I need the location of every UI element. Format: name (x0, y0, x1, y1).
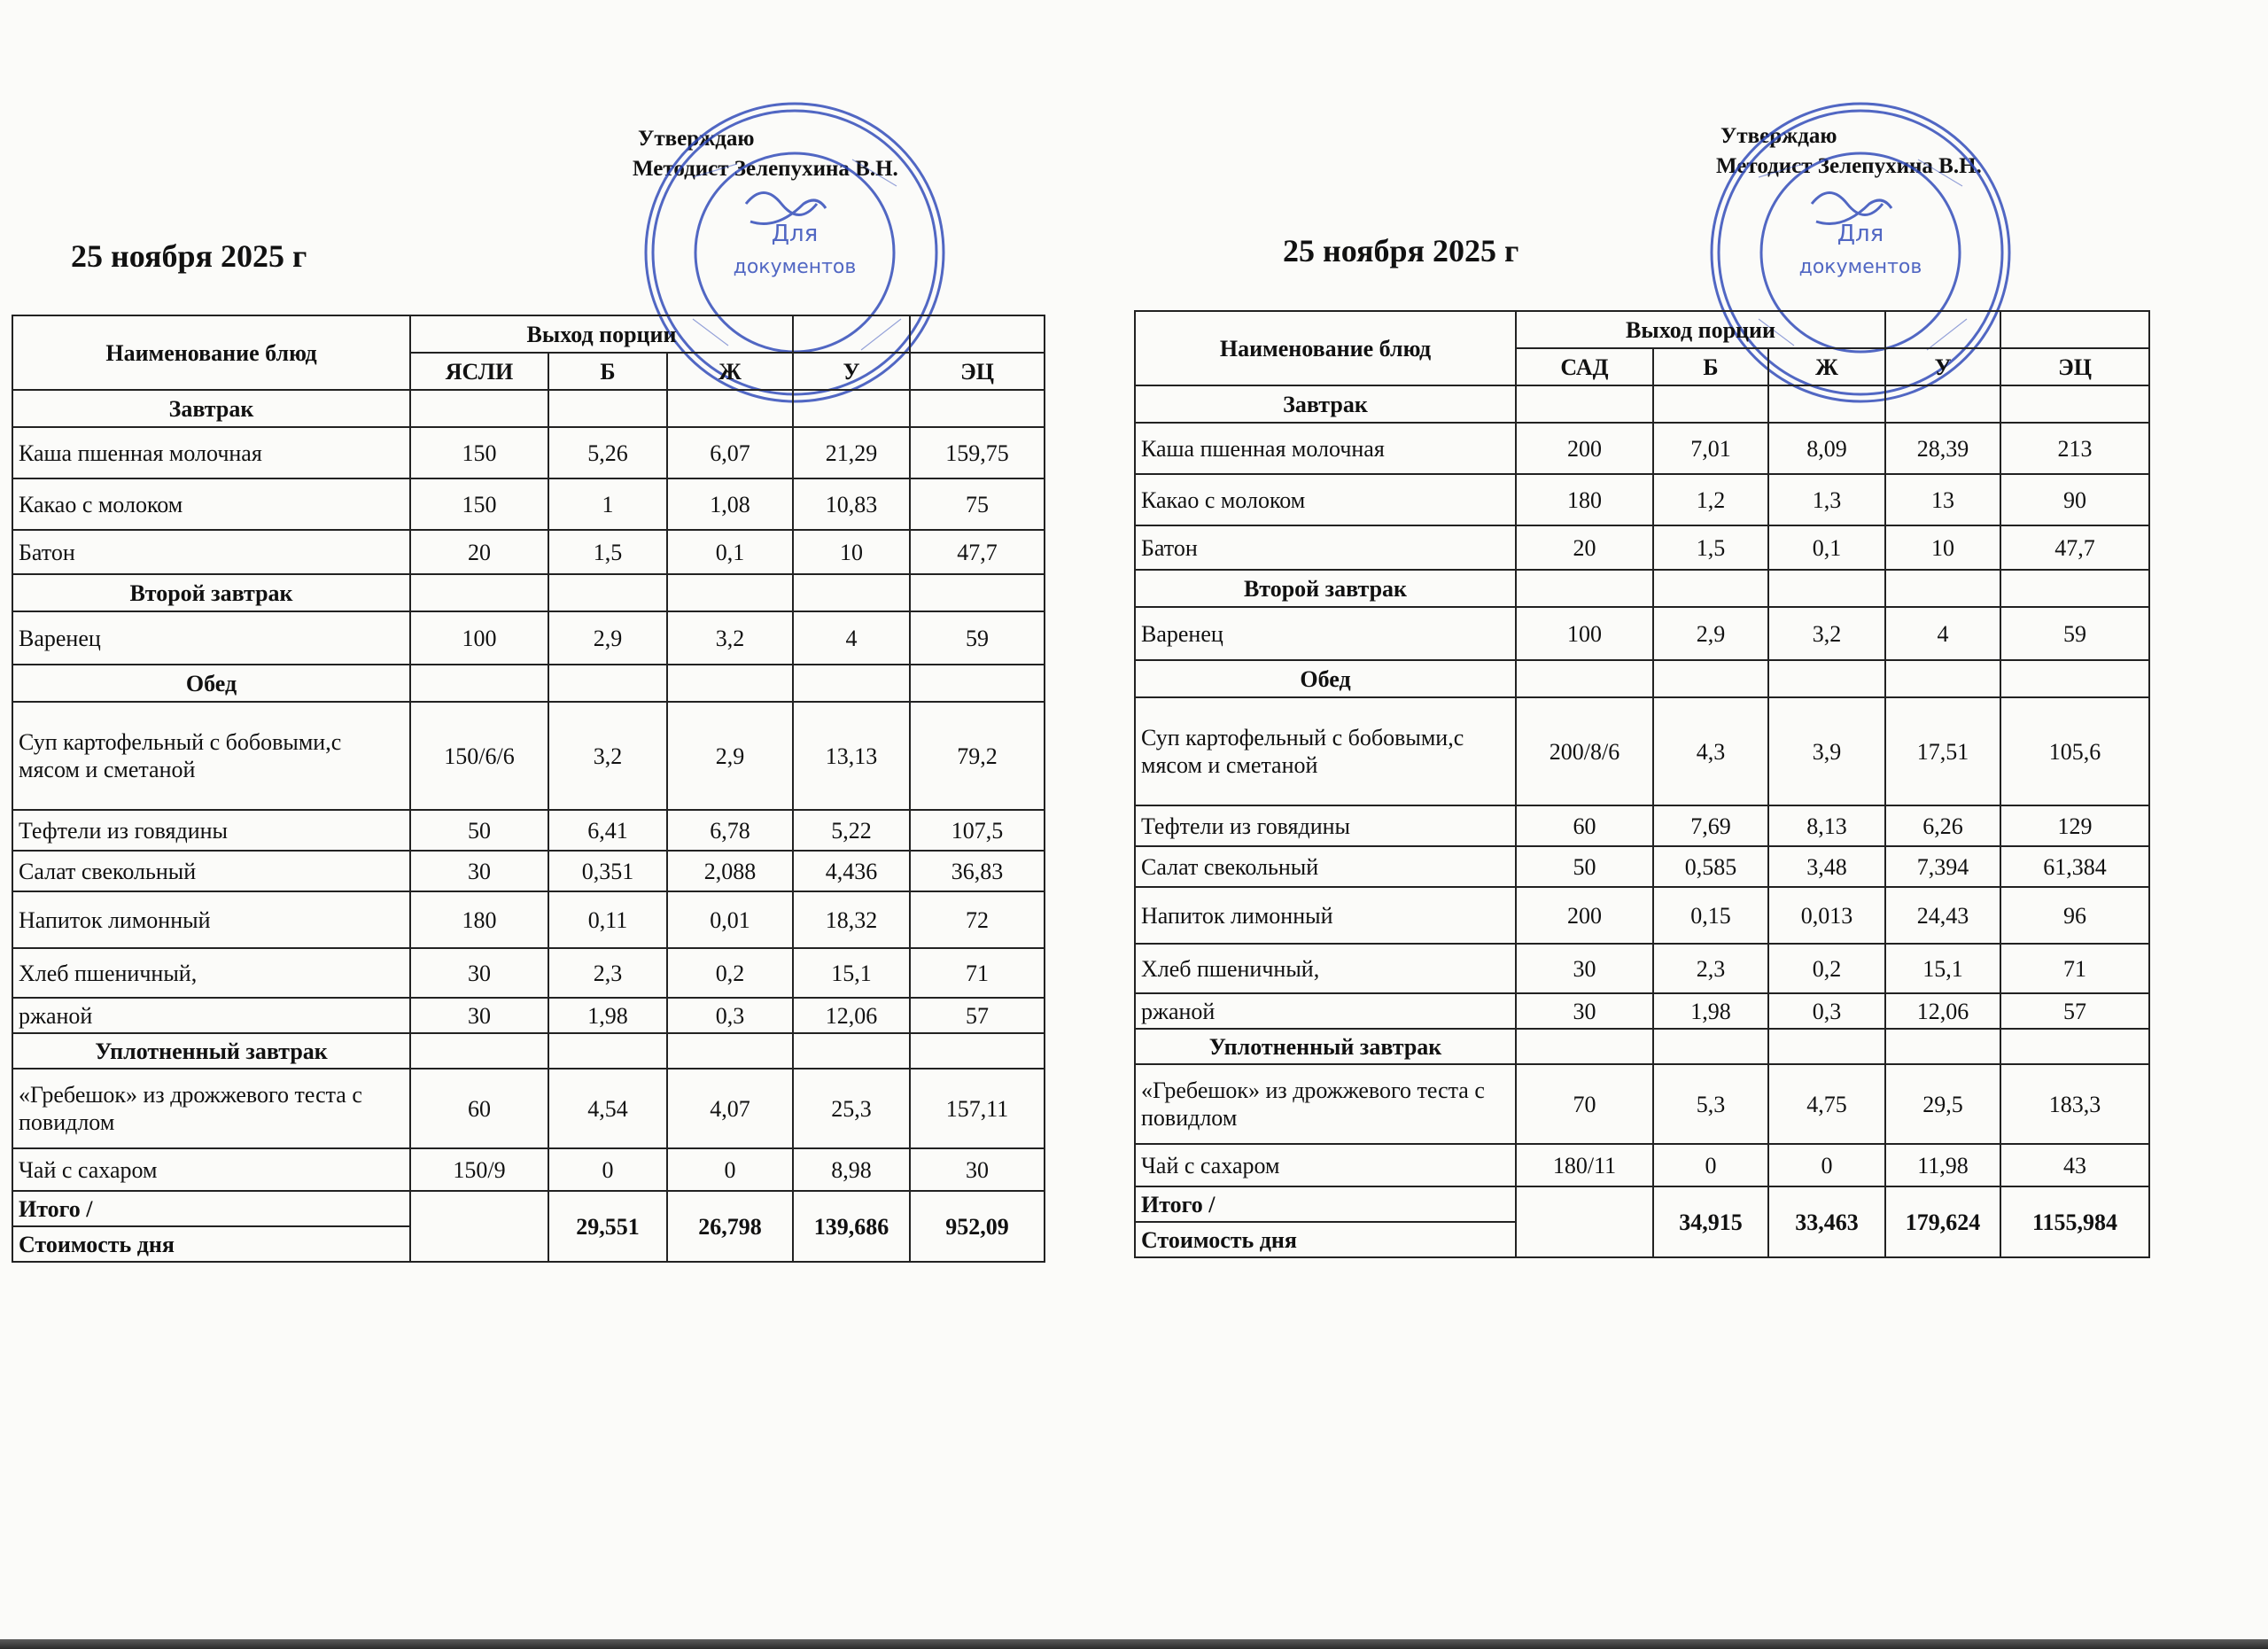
left-row-1-ec: 75 (910, 478, 1045, 530)
left-row-8-b: 2,3 (548, 948, 667, 998)
left-row-2-b: 1,5 (548, 530, 667, 574)
left-row-4-b: 3,2 (548, 702, 667, 810)
right-row-2-name: Батон (1135, 525, 1516, 570)
right-row-3-u: 4 (1885, 607, 2000, 660)
total-row (1135, 1186, 2149, 1222)
right-row-1-zh: 1,3 (1768, 474, 1885, 525)
right-row-10-b: 5,3 (1653, 1064, 1768, 1144)
left-row-0-name: Каша пшенная молочная (12, 427, 410, 478)
left-row-3-b: 2,9 (548, 611, 667, 665)
left-row-10-ec: 157,11 (910, 1069, 1045, 1148)
right-row-3-zh: 3,2 (1768, 607, 1885, 660)
left-row-9-b: 1,98 (548, 998, 667, 1033)
right-row-4-b: 4,3 (1653, 697, 1768, 805)
right-row-2-zh: 0,1 (1768, 525, 1885, 570)
table-row (1135, 697, 2149, 805)
left-approval-title: Утверждаю (638, 127, 755, 151)
right-row-1-ec: 90 (2000, 474, 2149, 525)
left-row-3-ec: 59 (910, 611, 1045, 665)
right-header-ec: ЭЦ (2000, 348, 2149, 385)
right-row-7-u: 24,43 (1885, 887, 2000, 944)
left-total-u: 139,686 (793, 1191, 910, 1262)
left-approval-signer: Методист Зелепухина В.Н. (633, 157, 898, 181)
left-row-8-name: Хлеб пшеничный, (12, 948, 410, 998)
right-total-label-2: Стоимость дня (1135, 1222, 1516, 1257)
right-row-8-portion: 30 (1516, 944, 1653, 993)
left-row-7-portion: 180 (410, 891, 548, 948)
right-section-lunch: Обед (1135, 660, 1516, 697)
left-row-0-ec: 159,75 (910, 427, 1045, 478)
right-row-10-zh: 4,75 (1768, 1064, 1885, 1144)
left-row-7-b: 0,11 (548, 891, 667, 948)
left-row-9-u: 12,06 (793, 998, 910, 1033)
left-row-5-zh: 6,78 (667, 810, 793, 851)
left-section-breakfast: Завтрак (12, 390, 410, 427)
right-row-9-zh: 0,3 (1768, 993, 1885, 1029)
table-row (12, 948, 1045, 998)
right-total-label-1: Итого / (1135, 1186, 1516, 1222)
table-row (12, 530, 1045, 574)
table-row (1135, 474, 2149, 525)
left-header-zh: Ж (667, 353, 793, 390)
right-row-3-name: Варенец (1135, 607, 1516, 660)
left-header-b: Б (548, 353, 667, 390)
left-row-7-zh: 0,01 (667, 891, 793, 948)
right-row-1-b: 1,2 (1653, 474, 1768, 525)
table-row (12, 1069, 1045, 1148)
right-row-10-portion: 70 (1516, 1064, 1653, 1144)
right-row-11-u: 11,98 (1885, 1144, 2000, 1186)
left-row-2-ec: 47,7 (910, 530, 1045, 574)
right-row-5-ec: 129 (2000, 805, 2149, 846)
right-total-b: 34,915 (1653, 1186, 1768, 1257)
right-row-8-zh: 0,2 (1768, 944, 1885, 993)
right-row-1-portion: 180 (1516, 474, 1653, 525)
table-row (1135, 1064, 2149, 1144)
right-row-4-portion: 200/8/6 (1516, 697, 1653, 805)
table-row (1135, 423, 2149, 474)
left-row-3-zh: 3,2 (667, 611, 793, 665)
left-row-4-u: 13,13 (793, 702, 910, 810)
right-row-9-portion: 30 (1516, 993, 1653, 1029)
left-date: 25 ноября 2025 г (71, 238, 307, 274)
right-row-11-name: Чай с сахаром (1135, 1144, 1516, 1186)
right-row-5-portion: 60 (1516, 805, 1653, 846)
right-section-second-breakfast: Второй завтрак (1135, 570, 1516, 607)
right-row-5-b: 7,69 (1653, 805, 1768, 846)
table-row (1135, 1144, 2149, 1186)
left-row-11-b: 0 (548, 1148, 667, 1191)
table-row (12, 998, 1045, 1033)
right-row-2-b: 1,5 (1653, 525, 1768, 570)
right-row-7-ec: 96 (2000, 887, 2149, 944)
right-stamp-text-1: Для (1837, 221, 1884, 247)
left-row-8-ec: 71 (910, 948, 1045, 998)
table-row (1135, 846, 2149, 887)
right-header-zh: Ж (1768, 348, 1885, 385)
right-row-11-b: 0 (1653, 1144, 1768, 1186)
left-total-zh: 26,798 (667, 1191, 793, 1262)
left-row-2-u: 10 (793, 530, 910, 574)
right-row-3-b: 2,9 (1653, 607, 1768, 660)
left-menu-table (12, 315, 1045, 1263)
right-row-10-ec: 183,3 (2000, 1064, 2149, 1144)
right-row-1-u: 13 (1885, 474, 2000, 525)
left-stamp-text-1: Для (771, 221, 819, 247)
right-row-10-name: «Гребешок» из дрожжевого теста с повидлом (1135, 1064, 1516, 1144)
right-row-7-zh: 0,013 (1768, 887, 1885, 944)
left-row-10-zh: 4,07 (667, 1069, 793, 1148)
right-total-ec: 1155,984 (2000, 1186, 2149, 1257)
right-row-5-zh: 8,13 (1768, 805, 1885, 846)
left-row-6-name: Салат свекольный (12, 851, 410, 891)
right-total-zh: 33,463 (1768, 1186, 1885, 1257)
left-total-label-2: Стоимость дня (12, 1226, 410, 1262)
right-row-9-b: 1,98 (1653, 993, 1768, 1029)
right-row-0-ec: 213 (2000, 423, 2149, 474)
left-row-3-name: Варенец (12, 611, 410, 665)
table-row (1135, 993, 2149, 1029)
table-row (12, 851, 1045, 891)
left-header-portion: Выход порции (410, 315, 793, 353)
left-row-11-ec: 30 (910, 1148, 1045, 1191)
left-header-ec: ЭЦ (910, 353, 1045, 390)
right-approval-signer: Методист Зелепухина В.Н. (1716, 154, 1982, 178)
left-row-8-portion: 30 (410, 948, 548, 998)
table-row (12, 891, 1045, 948)
left-row-11-portion: 150/9 (410, 1148, 548, 1191)
scanner-edge (0, 1639, 2268, 1649)
right-row-9-name: ржаной (1135, 993, 1516, 1029)
left-row-4-ec: 79,2 (910, 702, 1045, 810)
right-row-9-u: 12,06 (1885, 993, 2000, 1029)
right-header-col1: САД (1516, 348, 1653, 385)
left-header-dish: Наименование блюд (12, 315, 410, 390)
table-row (12, 1148, 1045, 1191)
right-header-u: У (1885, 348, 2000, 385)
left-total-b: 29,551 (548, 1191, 667, 1262)
left-row-3-portion: 100 (410, 611, 548, 665)
left-row-6-ec: 36,83 (910, 851, 1045, 891)
right-row-2-ec: 47,7 (2000, 525, 2149, 570)
right-menu-table (1134, 310, 2150, 1258)
left-row-0-zh: 6,07 (667, 427, 793, 478)
total-row (12, 1191, 1045, 1226)
table-row (1135, 607, 2149, 660)
left-row-5-ec: 107,5 (910, 810, 1045, 851)
right-date: 25 ноября 2025 г (1283, 233, 1519, 268)
right-row-11-ec: 43 (2000, 1144, 2149, 1186)
left-row-4-name: Суп картофельный с бобовыми,с мясом и сметаной (12, 702, 410, 810)
left-row-2-portion: 20 (410, 530, 548, 574)
table-row (1135, 805, 2149, 846)
left-row-0-u: 21,29 (793, 427, 910, 478)
right-row-6-b: 0,585 (1653, 846, 1768, 887)
right-header-portion: Выход порции (1516, 311, 1885, 348)
left-row-10-portion: 60 (410, 1069, 548, 1148)
right-row-0-portion: 200 (1516, 423, 1653, 474)
right-row-6-zh: 3,48 (1768, 846, 1885, 887)
right-row-4-u: 17,51 (1885, 697, 2000, 805)
right-row-6-u: 7,394 (1885, 846, 2000, 887)
right-row-2-portion: 20 (1516, 525, 1653, 570)
right-header-b: Б (1653, 348, 1768, 385)
left-row-6-b: 0,351 (548, 851, 667, 891)
left-row-7-u: 18,32 (793, 891, 910, 948)
right-row-0-b: 7,01 (1653, 423, 1768, 474)
right-row-7-name: Напиток лимонный (1135, 887, 1516, 944)
right-row-8-ec: 71 (2000, 944, 2149, 993)
table-row (12, 427, 1045, 478)
right-row-8-u: 15,1 (1885, 944, 2000, 993)
left-row-4-portion: 150/6/6 (410, 702, 548, 810)
right-row-7-b: 0,15 (1653, 887, 1768, 944)
left-row-9-name: ржаной (12, 998, 410, 1033)
left-row-2-name: Батон (12, 530, 410, 574)
right-total-u: 179,624 (1885, 1186, 2000, 1257)
right-row-11-zh: 0 (1768, 1144, 1885, 1186)
left-row-1-b: 1 (548, 478, 667, 530)
right-row-4-ec: 105,6 (2000, 697, 2149, 805)
left-row-9-zh: 0,3 (667, 998, 793, 1033)
right-row-8-name: Хлеб пшеничный, (1135, 944, 1516, 993)
left-row-9-portion: 30 (410, 998, 548, 1033)
right-row-11-portion: 180/11 (1516, 1144, 1653, 1186)
right-row-6-ec: 61,384 (2000, 846, 2149, 887)
table-row (1135, 887, 2149, 944)
table-row (12, 478, 1045, 530)
table-row (12, 702, 1045, 810)
right-row-2-u: 10 (1885, 525, 2000, 570)
left-row-2-zh: 0,1 (667, 530, 793, 574)
right-row-5-u: 6,26 (1885, 805, 2000, 846)
right-row-3-ec: 59 (2000, 607, 2149, 660)
left-section-dense-breakfast: Уплотненный завтрак (12, 1033, 410, 1069)
left-row-11-name: Чай с сахаром (12, 1148, 410, 1191)
table-row (12, 810, 1045, 851)
left-row-9-ec: 57 (910, 998, 1045, 1033)
right-row-9-ec: 57 (2000, 993, 2149, 1029)
right-header-dish: Наименование блюд (1135, 311, 1516, 385)
left-row-5-u: 5,22 (793, 810, 910, 851)
left-row-8-u: 15,1 (793, 948, 910, 998)
left-row-1-name: Какао с молоком (12, 478, 410, 530)
left-stamp-text-2: документов (733, 256, 857, 278)
left-row-5-b: 6,41 (548, 810, 667, 851)
left-section-lunch: Обед (12, 665, 410, 702)
left-row-5-portion: 50 (410, 810, 548, 851)
right-row-3-portion: 100 (1516, 607, 1653, 660)
left-row-0-b: 5,26 (548, 427, 667, 478)
left-row-6-u: 4,436 (793, 851, 910, 891)
right-section-dense-breakfast: Уплотненный завтрак (1135, 1029, 1516, 1064)
left-total-label-1: Итого / (12, 1191, 410, 1226)
right-row-8-b: 2,3 (1653, 944, 1768, 993)
right-row-0-u: 28,39 (1885, 423, 2000, 474)
right-row-4-name: Суп картофельный с бобовыми,с мясом и сметаной (1135, 697, 1516, 805)
left-row-5-name: Тефтели из говядины (12, 810, 410, 851)
left-row-4-zh: 2,9 (667, 702, 793, 810)
left-header-col1: ЯСЛИ (410, 353, 548, 390)
right-stamp-text-2: документов (1798, 256, 1922, 278)
left-row-11-zh: 0 (667, 1148, 793, 1191)
left-row-10-name: «Гребешок» из дрожжевого теста с повидлом (12, 1069, 410, 1148)
right-approval-title: Утверждаю (1720, 124, 1837, 148)
right-row-4-zh: 3,9 (1768, 697, 1885, 805)
table-row (1135, 944, 2149, 993)
right-row-5-name: Тефтели из говядины (1135, 805, 1516, 846)
left-row-1-portion: 150 (410, 478, 548, 530)
right-row-6-name: Салат свекольный (1135, 846, 1516, 887)
left-row-10-b: 4,54 (548, 1069, 667, 1148)
right-row-0-name: Каша пшенная молочная (1135, 423, 1516, 474)
left-row-7-name: Напиток лимонный (12, 891, 410, 948)
left-section-second-breakfast: Второй завтрак (12, 574, 410, 611)
table-row (1135, 525, 2149, 570)
right-row-7-portion: 200 (1516, 887, 1653, 944)
table-row (12, 611, 1045, 665)
right-row-1-name: Какао с молоком (1135, 474, 1516, 525)
left-row-8-zh: 0,2 (667, 948, 793, 998)
left-header-u: У (793, 353, 910, 390)
left-total-ec: 952,09 (910, 1191, 1045, 1262)
right-row-0-zh: 8,09 (1768, 423, 1885, 474)
left-row-11-u: 8,98 (793, 1148, 910, 1191)
left-row-1-zh: 1,08 (667, 478, 793, 530)
left-row-6-zh: 2,088 (667, 851, 793, 891)
left-row-6-portion: 30 (410, 851, 548, 891)
left-row-10-u: 25,3 (793, 1069, 910, 1148)
left-row-7-ec: 72 (910, 891, 1045, 948)
right-row-10-u: 29,5 (1885, 1064, 2000, 1144)
left-row-1-u: 10,83 (793, 478, 910, 530)
left-row-3-u: 4 (793, 611, 910, 665)
left-row-0-portion: 150 (410, 427, 548, 478)
right-row-6-portion: 50 (1516, 846, 1653, 887)
right-section-breakfast: Завтрак (1135, 385, 1516, 423)
